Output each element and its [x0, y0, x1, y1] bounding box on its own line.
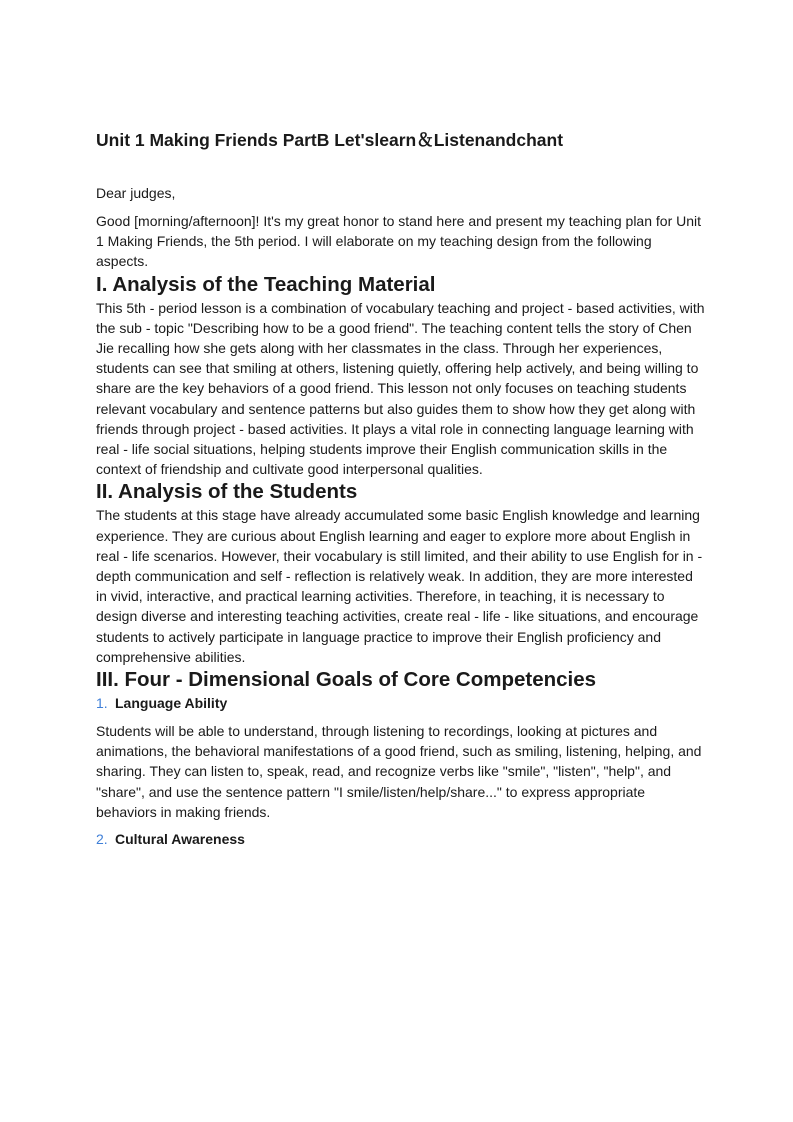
- document-page: [96, 128, 706, 849]
- section-heading-students: II. Analysis of the Students: [96, 480, 358, 504]
- greeting: Dear judges,: [96, 185, 176, 201]
- list-item-cultural-awareness: [96, 829, 706, 849]
- list-item-language-ability: [96, 693, 706, 713]
- intro-paragraph: Good [morning/afternoon]! It's my great honor to stand here and present my teaching plan for Unit 1 Making Friends, the 5th period. I will elaborate on my teaching design from the following aspects.: [96, 213, 702, 270]
- section-heading-teaching-material: I. Analysis of the Teaching Material: [96, 272, 436, 296]
- document-title: Unit 1 Making Friends PartB Let'slearn＆Listenandchant: [96, 130, 564, 150]
- language-ability-body: Students will be able to understand, through listening to recordings, looking at pictures and animations, the behavioral manifestations of a good friend, such as smiling, listening, helping, and sharing. They can listen to, speak, read, and recognize verbs like "smile", "listen", "help", and "share", and use the sentence pattern "I smile/listen/help/share..." to express appropriate behaviors in making friends.: [96, 723, 702, 820]
- list-item-label: Cultural Awareness: [115, 831, 245, 848]
- list-item-label: Language Ability: [115, 695, 228, 712]
- section-body-students: The students at this stage have already accumulated some basic English knowledge and learning experience. They are curious about English learning and eager to explore more about English in real - life scenarios. However, their vocabulary is still limited, and their ability to use English for in - depth communication and self - reflection is relatively weak. In addition, they are more interested in vivid, interactive, and practical learning activities. Therefore, in teaching, it is necessary to design diverse and interesting teaching activities, create real - life - like situations, and encourage students to actively participate in language practice to improve their English proficiency and comprehensive abilities.: [96, 507, 703, 665]
- section-body-teaching-material: This 5th - period lesson is a combination of vocabulary teaching and project - based activities, with the sub - topic "Describing how to be a good friend". The teaching content tells the story of Chen Jie recalling how she gets along with her classmates in the class. Through her experiences, students can see that smiling at others, listening quietly, offering help actively, and being willing to share are the key behaviors of a good friend. This lesson not only focuses on teaching students relevant vocabulary and sentence patterns but also guides them to show how they get along with friends through project - based activities. It plays a vital role in connecting language learning with real - life social situations, helping students improve their English communication skills in the context of friendship and cultivate good interpersonal qualities.: [96, 299, 705, 478]
- list-number: 1.: [96, 695, 108, 712]
- section-heading-core-competencies: III. Four - Dimensional Goals of Core Competencies: [96, 668, 597, 692]
- list-number: 2.: [96, 831, 108, 848]
